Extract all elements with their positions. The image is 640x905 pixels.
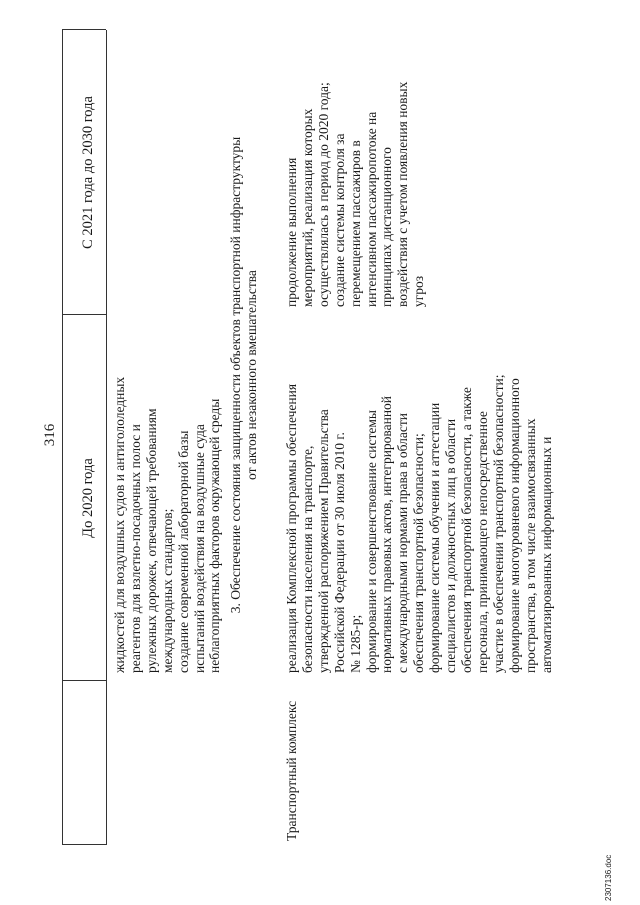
row-measures-until-2020 (284, 374, 554, 673)
text-line: рулежных дорожек, отвечающей требованиям (143, 408, 159, 673)
text-line: специалистов и должностных лиц в области (443, 418, 459, 673)
text-line: автоматизированных информационных и (538, 436, 554, 673)
column-header-2021-2030: С 2021 года до 2030 года (80, 96, 96, 249)
text-line: персонала, принимающего непосредственное (474, 411, 490, 673)
text-line: участие в обеспечении транспортной безопасности; (490, 374, 506, 673)
text-line: создание современной лабораторной базы (175, 430, 191, 673)
text-line: международных стандартов; (159, 508, 175, 673)
text-line: испытаний воздействия на воздушные суда (191, 424, 207, 673)
text-line: формирование и совершенствование системы (363, 410, 379, 673)
text-line: безопасности населения на транспорте, (299, 445, 315, 673)
text-line: мероприятий, реализация которых (299, 108, 315, 307)
text-line: перемещением пассажиров в (347, 140, 363, 307)
section-title-line: 3. Обеспечение состояния защищенности объектов транспортной инфраструктуры (228, 136, 243, 614)
text-line: принципах дистанционного (379, 147, 395, 307)
page-number: 316 (42, 423, 58, 447)
text-line: формирование системы обучения и аттестации (427, 402, 443, 673)
text-line: интенсивном пассажиропотоке на (363, 111, 379, 307)
text-line: обеспечения транспортной безопасности, а также (458, 387, 474, 673)
text-line: осуществлялась в период до 2020 года; (315, 82, 331, 307)
text-line: пространства, в том числе взаимосвязанных (522, 418, 538, 673)
text-line: неблагоприятных факторов окружающей среды (207, 398, 223, 673)
table-top-border (62, 30, 63, 845)
text-line: жидкостей для воздушных судов и антигололедных (112, 376, 127, 673)
text-line: № 1285-р; (347, 614, 363, 673)
text-line: с международными нормами права в области (395, 413, 411, 673)
text-line: формирование многоуровневого информационного (506, 378, 522, 673)
document-code: 2307136.doc (604, 854, 613, 901)
text-line: создание системы контроля за (331, 133, 347, 307)
row-label: Транспортный комплекс (284, 700, 299, 841)
text-line: Российской Федерации от 30 июля 2010 г. (331, 432, 347, 673)
column-header-until-2020: До 2020 года (80, 458, 96, 538)
section-title (228, 75, 260, 675)
text-line: обеспечения транспортной безопасности; (411, 433, 427, 673)
text-line: реагентов для взлетно-посадочных полос и (127, 424, 143, 673)
text-line: воздействия с учетом появления новых (395, 81, 411, 307)
table-left-edge (62, 844, 106, 845)
text-line: нормативных правовых актов, интегрированной (379, 395, 395, 673)
continuation-text (112, 377, 223, 673)
header-bottom-border (106, 30, 107, 845)
row-measures-2021-2030 (284, 82, 427, 307)
text-line: реализация Комплексной программы обеспечения (284, 383, 299, 673)
section-title-line: от актов незаконного вмешательства (243, 270, 259, 480)
text-line: утвержденной распоряжением Правительства (315, 409, 331, 673)
text-line: угроз (411, 275, 427, 307)
text-line: продолжение выполнения (284, 157, 299, 307)
